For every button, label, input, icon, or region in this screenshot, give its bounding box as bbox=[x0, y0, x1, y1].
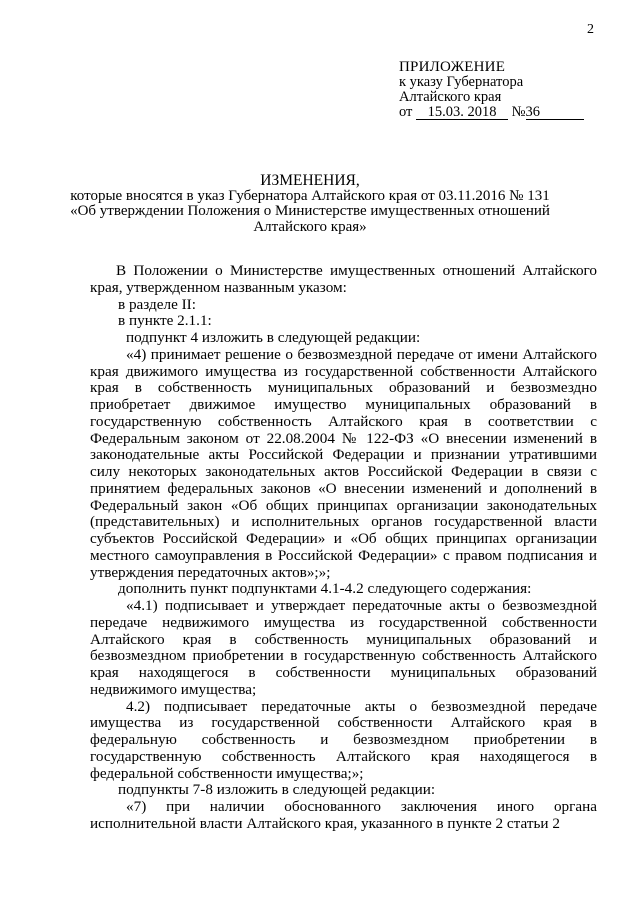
body-paragraph: «4.1) подписывает и утверждает передаточные акты о безвозмездной передаче недвижимого имущества из государственной собственности Алтайского края в собственность муниципальных образований и безвозмездном приобретении в государственную собственность Алтайского края находящегося в собственности муниципальных образований недвижимого имущества; bbox=[90, 597, 597, 698]
appendix-heading: ПРИЛОЖЕНИЕ bbox=[399, 59, 506, 75]
appendix-line-region: Алтайского края bbox=[399, 89, 502, 105]
body-paragraph: «7) при наличии обоснованного заключения иного органа исполнительной власти Алтайского края, указанного в пункте 2 статьи 2 bbox=[90, 798, 597, 832]
appendix-block bbox=[399, 60, 609, 120]
body-paragraph: 4.2) подписывает передаточные акты о безвозмездной передаче имущества из государственной собственности Алтайского края в федеральную собственность и безвозмездном приобретении в государственную собственность Алтайского края находящегося в федеральной собственности имущества;»; bbox=[90, 697, 597, 782]
appendix-line-decree: к указу Губернатора bbox=[399, 74, 524, 90]
page-number: 2 bbox=[587, 22, 594, 37]
body-paragraph: в разделе II: bbox=[118, 295, 196, 313]
title-line-2: которые вносятся в указ Губернатора Алтайского края от 03.11.2016 № 131 bbox=[70, 187, 550, 204]
body-paragraph: в пункте 2.1.1: bbox=[118, 312, 212, 330]
body-paragraph: подпункты 7-8 изложить в следующей редакции: bbox=[118, 781, 436, 799]
appendix-date-line bbox=[399, 105, 609, 120]
body-paragraph: «4) принимает решение о безвозмездной передаче от имени Алтайского края движимого имущества из государственной собственности Алтайского края в собственность муниципальных образований и безвозмездно приобретает движимое имущество муниципальных образований в государственную собственность Алтайского края в соответствии с Федеральным законом от 22.08.2004 № 122-ФЗ «О внесении изменений в законодательные акты Российской Федерации и признании утратившими силу некоторых законодательных актов Российской Федерации в связи с принятием федеральных законов «О внесении изменений и дополнений в Федеральный закон «Об общих принципах организации законодательных (представительных) и исполнительных органов государственной власти субъектов Российской Федерации» и «Об общих принципах организации местного самоуправления в Российской Федерации» с правом подписания и утверждения передаточных актов»;»; bbox=[90, 345, 597, 581]
title-heading: ИЗМЕНЕНИЯ, bbox=[260, 172, 360, 189]
body-paragraph: В Положении о Министерстве имущественных отношений Алтайского края, утвержденном названным указом: bbox=[90, 262, 597, 296]
number-label: № bbox=[511, 104, 526, 120]
title-line-4: Алтайского края» bbox=[253, 218, 367, 235]
body-paragraph: дополнить пункт подпунктами 4.1-4.2 следующего содержания: bbox=[118, 580, 532, 598]
document-body bbox=[90, 263, 597, 833]
decree-date: 15.03. 2018 bbox=[416, 106, 508, 120]
body-paragraph: подпункт 4 изложить в следующей редакции: bbox=[126, 329, 421, 346]
from-label: от bbox=[399, 104, 413, 120]
title-line-3: «Об утверждении Положения о Министерстве имущественных отношений bbox=[70, 203, 550, 220]
decree-number: 36 bbox=[526, 106, 584, 120]
document-title bbox=[60, 173, 560, 235]
